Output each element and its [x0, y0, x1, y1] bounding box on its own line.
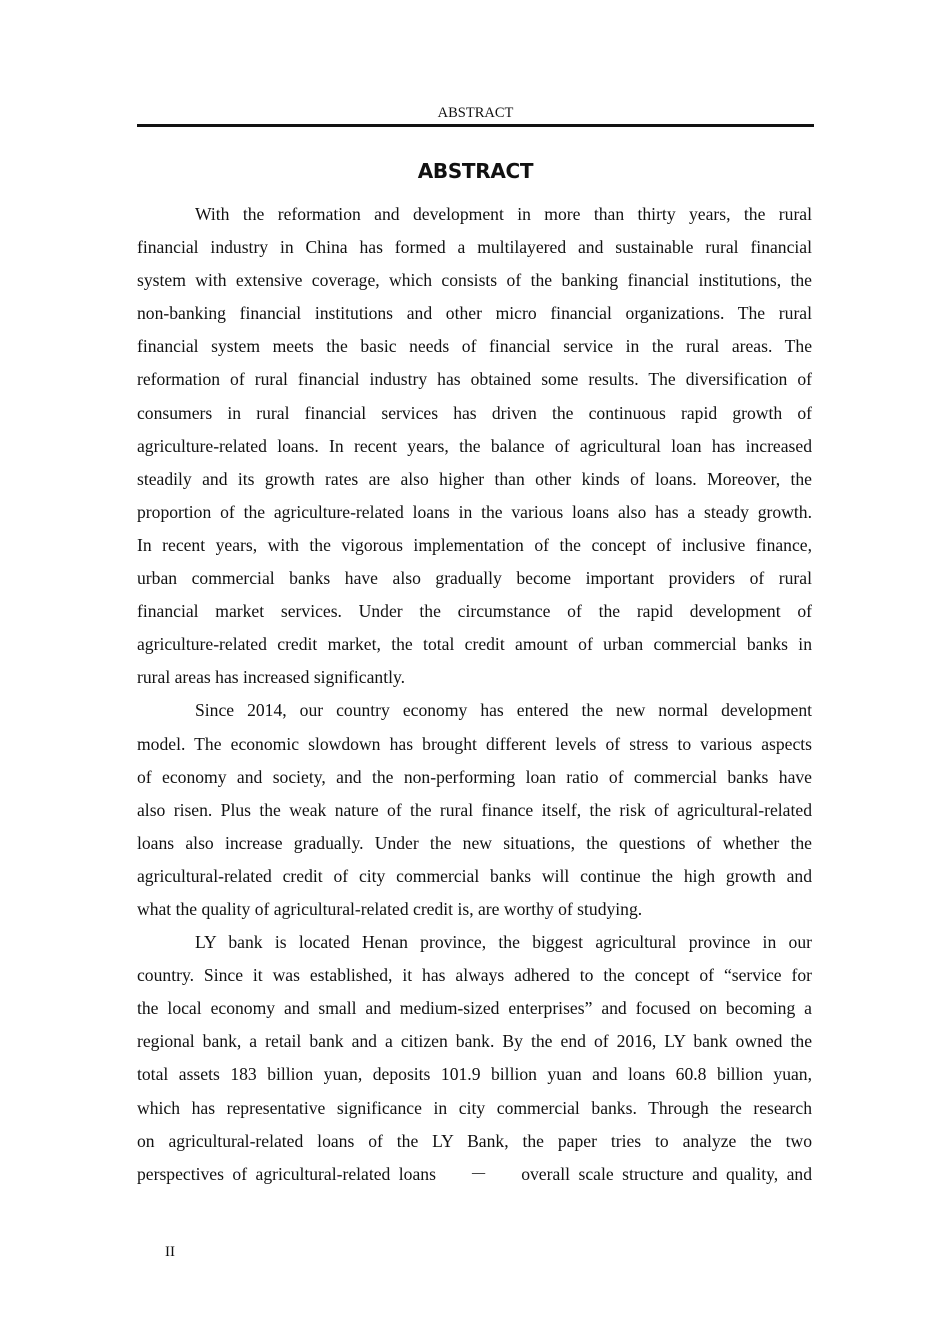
paragraph — [137, 198, 812, 694]
text-line: consumers in rural financial services has driven the continuous rapid growth of — [137, 402, 812, 423]
running-header: ABSTRACT — [437, 105, 514, 121]
text-line: the local economy and small and medium-sized enterprises” and focused on becoming a — [137, 998, 812, 1019]
text-line: agriculture-related loans. In recent years, the balance of agricultural loan has increased — [137, 435, 812, 456]
text-line: loans also increase gradually. Under the new situations, the questions of whether the — [137, 832, 812, 853]
page-number: II — [165, 1244, 175, 1260]
text-line: non-banking financial institutions and other micro financial organizations. The rural — [137, 303, 812, 324]
text-line: proportion of the agriculture-related loans in the various loans also has a steady growth. — [137, 501, 812, 522]
text-line: reformation of rural financial industry has obtained some results. The diversification of — [137, 369, 812, 390]
paragraph — [137, 694, 812, 926]
text-line: agriculture-related credit market, the total credit amount of urban commercial banks in — [137, 634, 812, 655]
text-line: rural areas has increased significantly. — [137, 667, 406, 688]
text-line: With the reformation and development in more than thirty years, the rural — [195, 204, 812, 224]
text-line: on agricultural-related loans of the LY Bank, the paper tries to analyze the two — [137, 1130, 812, 1151]
text-line: Since 2014, our country economy has entered the new normal development — [195, 700, 812, 721]
page-title: ABSTRACT — [417, 159, 534, 183]
text-line: country. Since it was established, it has always adhered to the concept of “service for — [137, 965, 812, 986]
text-line: LY bank is located Henan province, the biggest agricultural province in our — [195, 932, 812, 953]
text-line: perspectives of agricultural-related loans － overall scale structure and quality, and — [137, 1163, 812, 1184]
text-line: urban commercial banks have also gradually become important providers of rural — [137, 568, 812, 589]
text-line: regional bank, a retail bank and a citizen bank. By the end of 2016, LY bank owned the — [137, 1031, 812, 1052]
text-line: agricultural-related credit of city commercial banks will continue the high growth and — [137, 865, 812, 886]
paragraph — [137, 926, 812, 1191]
text-line: total assets 183 billion yuan, deposits 101.9 billion yuan and loans 60.8 billion yuan, — [137, 1064, 812, 1085]
text-line: of economy and society, and the non-performing loan ratio of commercial banks have — [137, 766, 812, 787]
text-line: financial system meets the basic needs of financial service in the rural areas. The — [137, 336, 812, 357]
text-line: financial market services. Under the circumstance of the rapid development of — [137, 601, 812, 622]
text-line: which has representative significance in city commercial banks. Through the research — [137, 1097, 812, 1118]
text-line: steadily and its growth rates are also higher than other kinds of loans. Moreover, the — [137, 468, 812, 489]
text-line: what the quality of agricultural-related credit is, are worthy of studying. — [137, 898, 643, 919]
abstract-body — [137, 198, 812, 1191]
text-line: financial industry in China has formed a multilayered and sustainable rural financial — [137, 237, 812, 258]
text-line: model. The economic slowdown has brought different levels of stress to various aspects — [137, 733, 812, 754]
text-line: also risen. Plus the weak nature of the rural finance itself, the risk of agricultural-related — [137, 799, 812, 820]
header-rule — [137, 124, 814, 127]
text-line: system with extensive coverage, which consists of the banking financial institutions, the — [137, 270, 812, 291]
text-line: In recent years, with the vigorous implementation of the concept of inclusive finance, — [137, 534, 812, 555]
